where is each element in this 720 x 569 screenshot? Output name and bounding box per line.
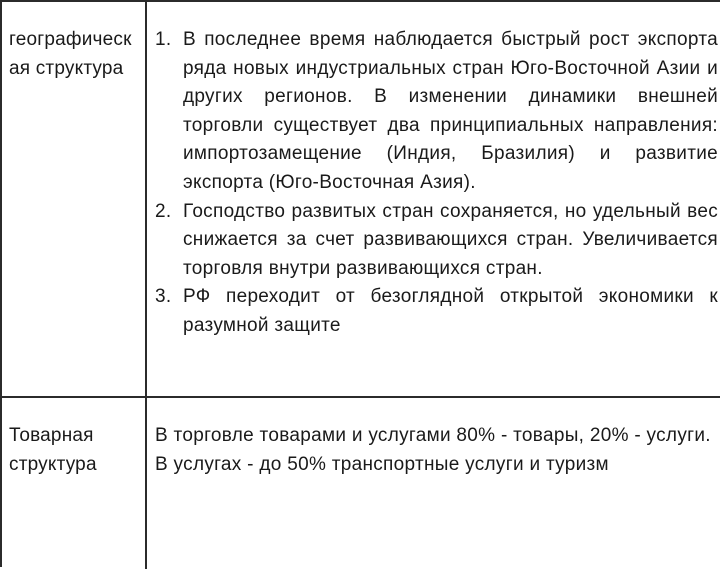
- row-content-cell: [147, 398, 720, 569]
- table-row-geographic: [2, 2, 720, 398]
- list-item: [155, 26, 720, 198]
- list-item-text: Господство развитых стран сохраняется, но удельный вес снижается за счет развивающихся стран. Увеличивается торговля внутри развивающихся стран.: [183, 200, 718, 279]
- row-header-label: географическая структура: [9, 29, 132, 79]
- list-item: [155, 283, 720, 340]
- list-item-text: РФ переходит от безоглядной открытой экономики к разумной защите: [183, 286, 718, 336]
- list-item-number: 2.: [155, 200, 172, 222]
- row-content-text: В торговле товарами и услугами 80% - товары, 20% - услуги. В услугах - до 50% транспортные услуги и туризм: [155, 425, 711, 475]
- table-row-commodity: [2, 398, 720, 569]
- list-item: [155, 198, 720, 284]
- row-header-cell: [2, 398, 147, 569]
- row-header-cell: [2, 2, 147, 396]
- list-item-text: В последнее время наблюдается быстрый рост экспорта ряда новых индустриальных стран Юго-Восточной Азии и других регионов. В изменении динамики внешней торговли существует два принципиальных направления: импортозамещение (Индия, Бразилия) и развитие экспорта (Юго-Восточная Азия).: [183, 29, 718, 193]
- list-item-number: 1.: [155, 29, 172, 50]
- list-item-number: 3.: [155, 286, 172, 308]
- row-header-label: Товарная структура: [9, 425, 97, 475]
- row-content-cell: [147, 2, 720, 396]
